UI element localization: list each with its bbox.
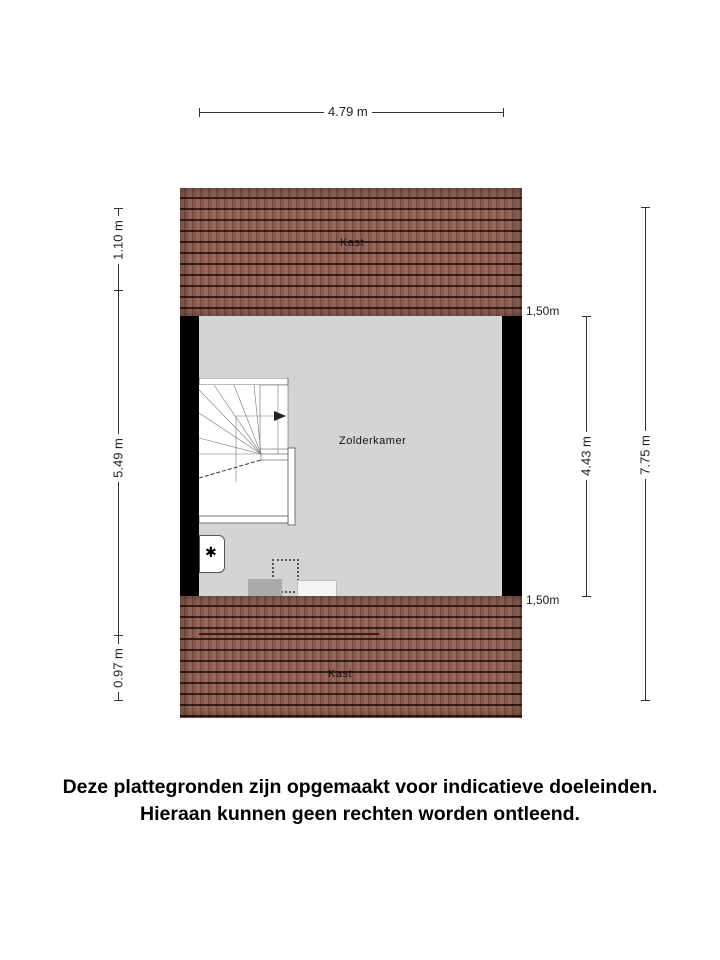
right-knee-wall <box>502 316 522 596</box>
main-room-label: Zolderkamer <box>339 435 407 447</box>
boiler <box>199 535 225 573</box>
dim-tick <box>114 208 123 209</box>
bottom-storage-label: Kast <box>328 668 353 680</box>
dim-tick <box>114 635 123 636</box>
dim-tick <box>503 108 504 117</box>
dim-tick <box>199 108 200 117</box>
knee-height-top-label: 1,50m <box>526 304 560 318</box>
top-storage-roof <box>180 188 522 316</box>
disclaimer-line-1: Deze plattegronden zijn opgemaakt voor indicatieve doeleinden. <box>62 776 658 798</box>
left-bottom-dimension-label: 0.97 m <box>111 644 126 692</box>
total-height-dimension-label: 7.75 m <box>638 431 653 479</box>
knee-height-bottom-label: 1,50m <box>526 593 560 607</box>
fire-icon: ✱ <box>205 544 217 560</box>
staircase <box>199 378 299 528</box>
dim-tick <box>582 316 591 317</box>
bottom-roof-beam <box>199 633 379 635</box>
inner-height-dimension-label: 4.43 m <box>579 432 594 480</box>
dim-tick <box>114 290 123 291</box>
left-middle-dimension-label: 5.49 m <box>111 434 126 482</box>
disclaimer-line-2: Hieraan kunnen geen rechten worden ontleend. <box>140 803 580 825</box>
grey-fixture <box>248 579 282 596</box>
dim-tick <box>641 207 650 208</box>
bottom-storage-roof <box>180 596 522 718</box>
left-knee-wall <box>180 316 199 596</box>
left-top-dimension-label: 1.10 m <box>111 216 126 264</box>
dim-tick <box>114 700 123 701</box>
dim-tick <box>582 596 591 597</box>
width-dimension-label: 4.79 m <box>324 104 372 119</box>
dim-tick <box>641 700 650 701</box>
top-storage-label: Kast <box>340 237 365 249</box>
